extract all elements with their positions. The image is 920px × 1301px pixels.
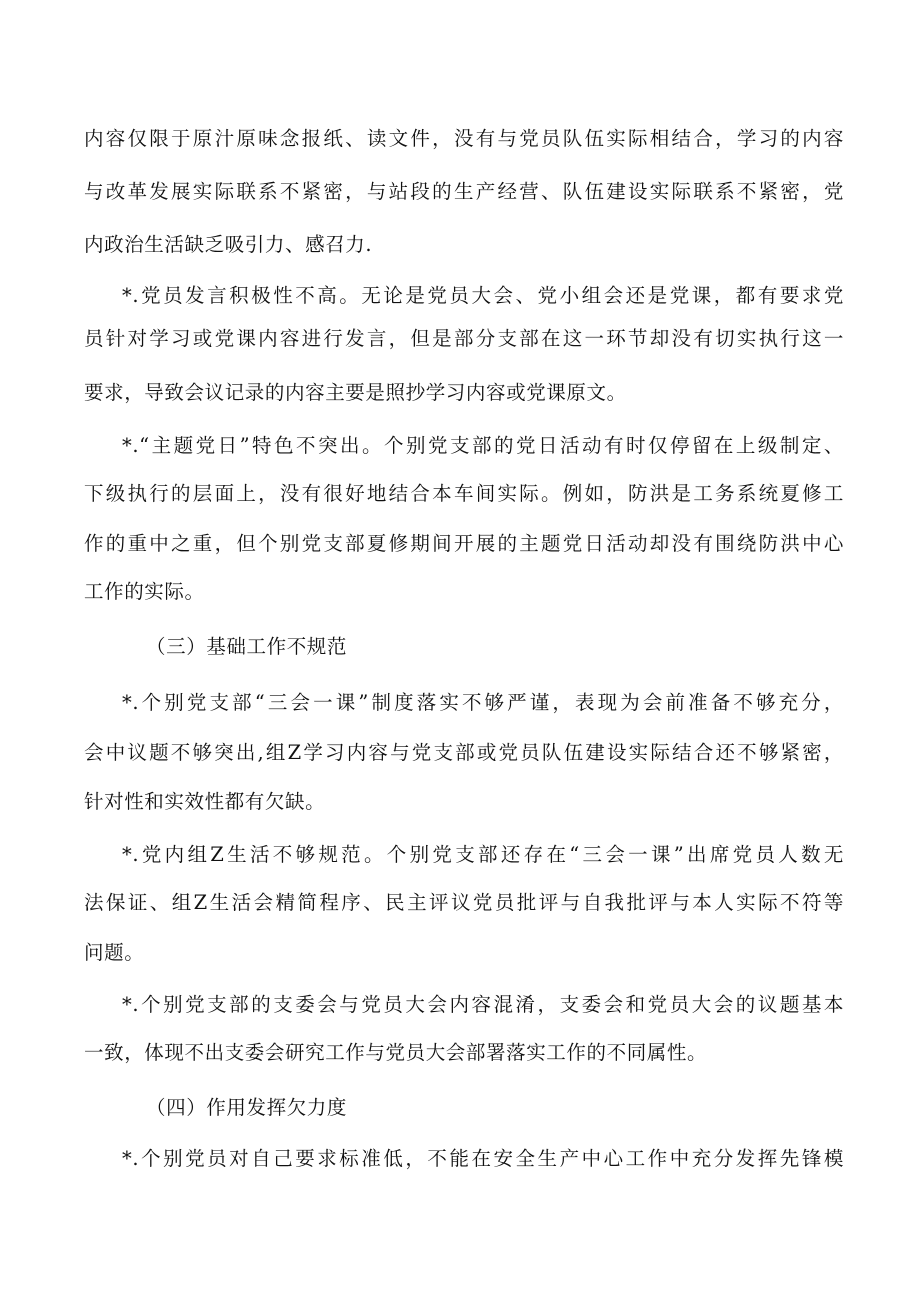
paragraph-line: *.“主题党日”特色不突出。个别党支部的党日活动有时仅停留在上级制定、: [122, 434, 844, 457]
paragraph-line: 下级执行的层面上，没有很好地结合本车间实际。例如，防洪是工务系统夏修工: [84, 482, 844, 505]
section-heading: （四）作用发挥欠力度: [146, 1096, 348, 1119]
paragraph-line: 一致，体现不出支委会研究工作与党员大会部署落实工作的不同属性。: [84, 1041, 708, 1064]
paragraph-line: 法保证、组Z生活会精简程序、民主评议党员批评与自我批评与本人实际不符等: [84, 891, 844, 914]
paragraph-line: 内容仅限于原汁原味念报纸、读文件，没有与党员队伍实际相结合，学习的内容: [84, 127, 844, 150]
paragraph-line: *.党内组Z生活不够规范。个别党支部还存在“三会一课”出席党员人数无: [122, 843, 844, 866]
paragraph-line: 问题。: [84, 941, 145, 964]
paragraph-line: 与改革发展实际联系不紧密，与站段的生产经营、队伍建设实际联系不紧密，党: [84, 180, 844, 203]
paragraph-line: 内政治生活缺乏吸引力、感召力.: [84, 233, 373, 256]
paragraph-line: 工作的实际。: [84, 580, 205, 603]
section-heading: （三）基础工作不规范: [146, 635, 348, 658]
paragraph-line: 员针对学习或党课内容进行发言，但是部分支部在这一环节却没有切实执行这一: [84, 327, 844, 350]
paragraph-line: *.党员发言积极性不高。无论是党员大会、党小组会还是党课，都有要求党: [122, 284, 844, 307]
paragraph-line: 要求，导致会议记录的内容主要是照抄学习内容或党课原文。: [84, 381, 627, 404]
paragraph-line: 针对性和实效性都有欠缺。: [84, 790, 326, 813]
paragraph-line: 会中议题不够突出,组Z学习内容与党支部或党员队伍建设实际结合还不够紧密，: [84, 741, 844, 764]
paragraph-line: *.个别党员对自己要求标准低，不能在安全生产中心工作中充分发挥先锋模: [122, 1147, 844, 1170]
paragraph-line: *.个别党支部“三会一课”制度落实不够严谨，表现为会前准备不够充分，: [122, 691, 844, 714]
paragraph-line: *.个别党支部的支委会与党员大会内容混淆，支委会和党员大会的议题基本: [122, 993, 844, 1016]
paragraph-line: 作的重中之重，但个别党支部夏修期间开展的主题党日活动却没有围绕防洪中心: [84, 532, 844, 555]
